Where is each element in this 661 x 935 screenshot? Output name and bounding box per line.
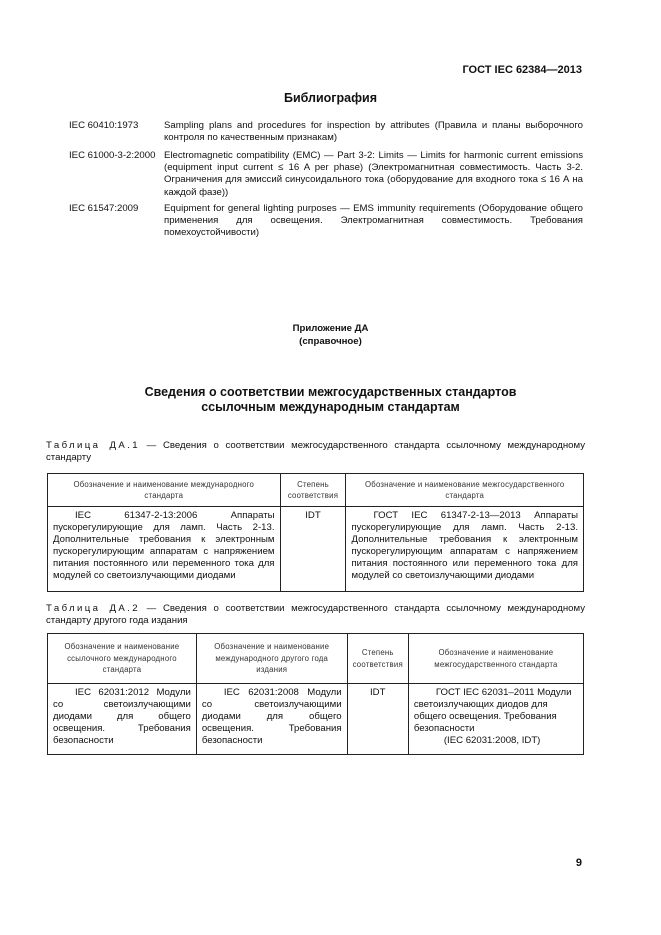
table1-caption-text: — Сведения о соответствии межгосударственного стандарта ссылочному международному стандарту	[46, 440, 585, 463]
main-title-line1: Сведения о соответствии межгосударственных стандартов	[144, 385, 517, 399]
table-cell	[408, 684, 583, 755]
appendix-heading	[0, 323, 661, 348]
table-row	[48, 684, 584, 755]
main-title	[0, 385, 661, 414]
table-cell: IEC 61347-2-13:2006 Аппараты пускорегулирующие для ламп. Часть 2-13. Дополнительные требования к электронным пускорегулирующим аппаратам с напряжением питания постоянного или переменного тока для модулей со светоизлучающими диодами	[48, 507, 281, 592]
table-header-cell: Степень соответствия	[347, 634, 408, 684]
table-header-cell: Обозначение и наименование межгосударственного стандарта	[346, 474, 584, 507]
table2-caption-label: Таблица ДА.2	[46, 603, 140, 614]
table-header-cell: Обозначение и наименование ссылочного международного стандарта	[48, 634, 197, 684]
page-number: 9	[575, 857, 582, 869]
table1-caption	[46, 440, 585, 464]
table-cell-note: (IEC 62031:2008, IDT)	[443, 735, 541, 747]
table-cell: IEC 62031:2008 Модули со светоизлучающими диодами для общего освещения. Требования безопасности	[196, 684, 347, 755]
table-header-cell: Обозначение и наименование международного стандарта	[48, 474, 281, 507]
table2-caption	[46, 603, 585, 627]
bibliography-title: Библиография	[283, 91, 378, 105]
table-header-cell: Обозначение и наименование межгосударственного стандарта	[408, 634, 583, 684]
table1-caption-label: Таблица ДА.1	[46, 440, 140, 451]
table-header-cell: Степень соответствия	[280, 474, 346, 507]
main-title-line2: ссылочным международным стандартам	[201, 399, 460, 414]
table-header-row	[48, 474, 584, 507]
bibliography-code: IEC 61547:2009	[69, 203, 139, 214]
bibliography-text: Equipment for general lighting purposes — EMS immunity requirements (Оборудование общего применения для освещения. Электромагнитная совместимость. Требования помехоустойчивости)	[164, 203, 583, 239]
bibliography-entry	[69, 150, 583, 199]
bibliography-entry	[69, 203, 583, 240]
bibliography-text: Sampling plans and procedures for inspection by attributes (Правила и планы выборочного контроля по качественным признакам)	[164, 120, 583, 144]
table2	[47, 633, 584, 755]
bibliography-text: Electromagnetic compatibility (EMC) — Part 3-2: Limits — Limits for harmonic current emissions (equipment input current ≤ 16 A per phase) (Электромагнитная совместимость. Часть 3-2. Ограничения для эмиссий синусоидального тока (оборудование для входного тока ≤ 16 А на каждой фазе))	[164, 150, 583, 198]
table-header-cell: Обозначение и наименование международного другого года издания	[196, 634, 347, 684]
table-row	[48, 507, 584, 592]
table-header-row	[48, 634, 584, 684]
bibliography-code: IEC 60410:1973	[69, 120, 139, 131]
appendix-subtitle: (справочное)	[299, 335, 362, 347]
table-cell-text: ГОСТ IEC 62031–2011 Модули светоизлучающих диодов для общего освещения. Требования безопасности	[413, 687, 572, 735]
table-cell: IEC 62031:2012 Модули со светоизлучающими диодами для общего освещения. Требования безопасности	[48, 684, 197, 755]
table2-caption-text: — Сведения о соответствии межгосударственного стандарта ссылочному международному стандарту другого года издания	[46, 603, 585, 626]
table-cell: ГОСТ IEC 61347-2-13—2013 Аппараты пускорегулирующие для ламп. Часть 2-13. Дополнительные требования к электронным пускорегулирующим аппаратам с напряжением питания постоянного или переменного тока для модулей со светоизлучающими диодами	[346, 507, 584, 592]
table-cell: IDT	[280, 507, 346, 592]
table-cell: IDT	[347, 684, 408, 755]
appendix-title: Приложение ДА	[292, 323, 369, 334]
standard-id-header: ГОСТ IEC 62384—2013	[462, 64, 582, 76]
bibliography-code: IEC 61000-3-2:2000	[69, 150, 156, 161]
bibliography-entry	[69, 120, 583, 144]
table1	[47, 473, 584, 592]
